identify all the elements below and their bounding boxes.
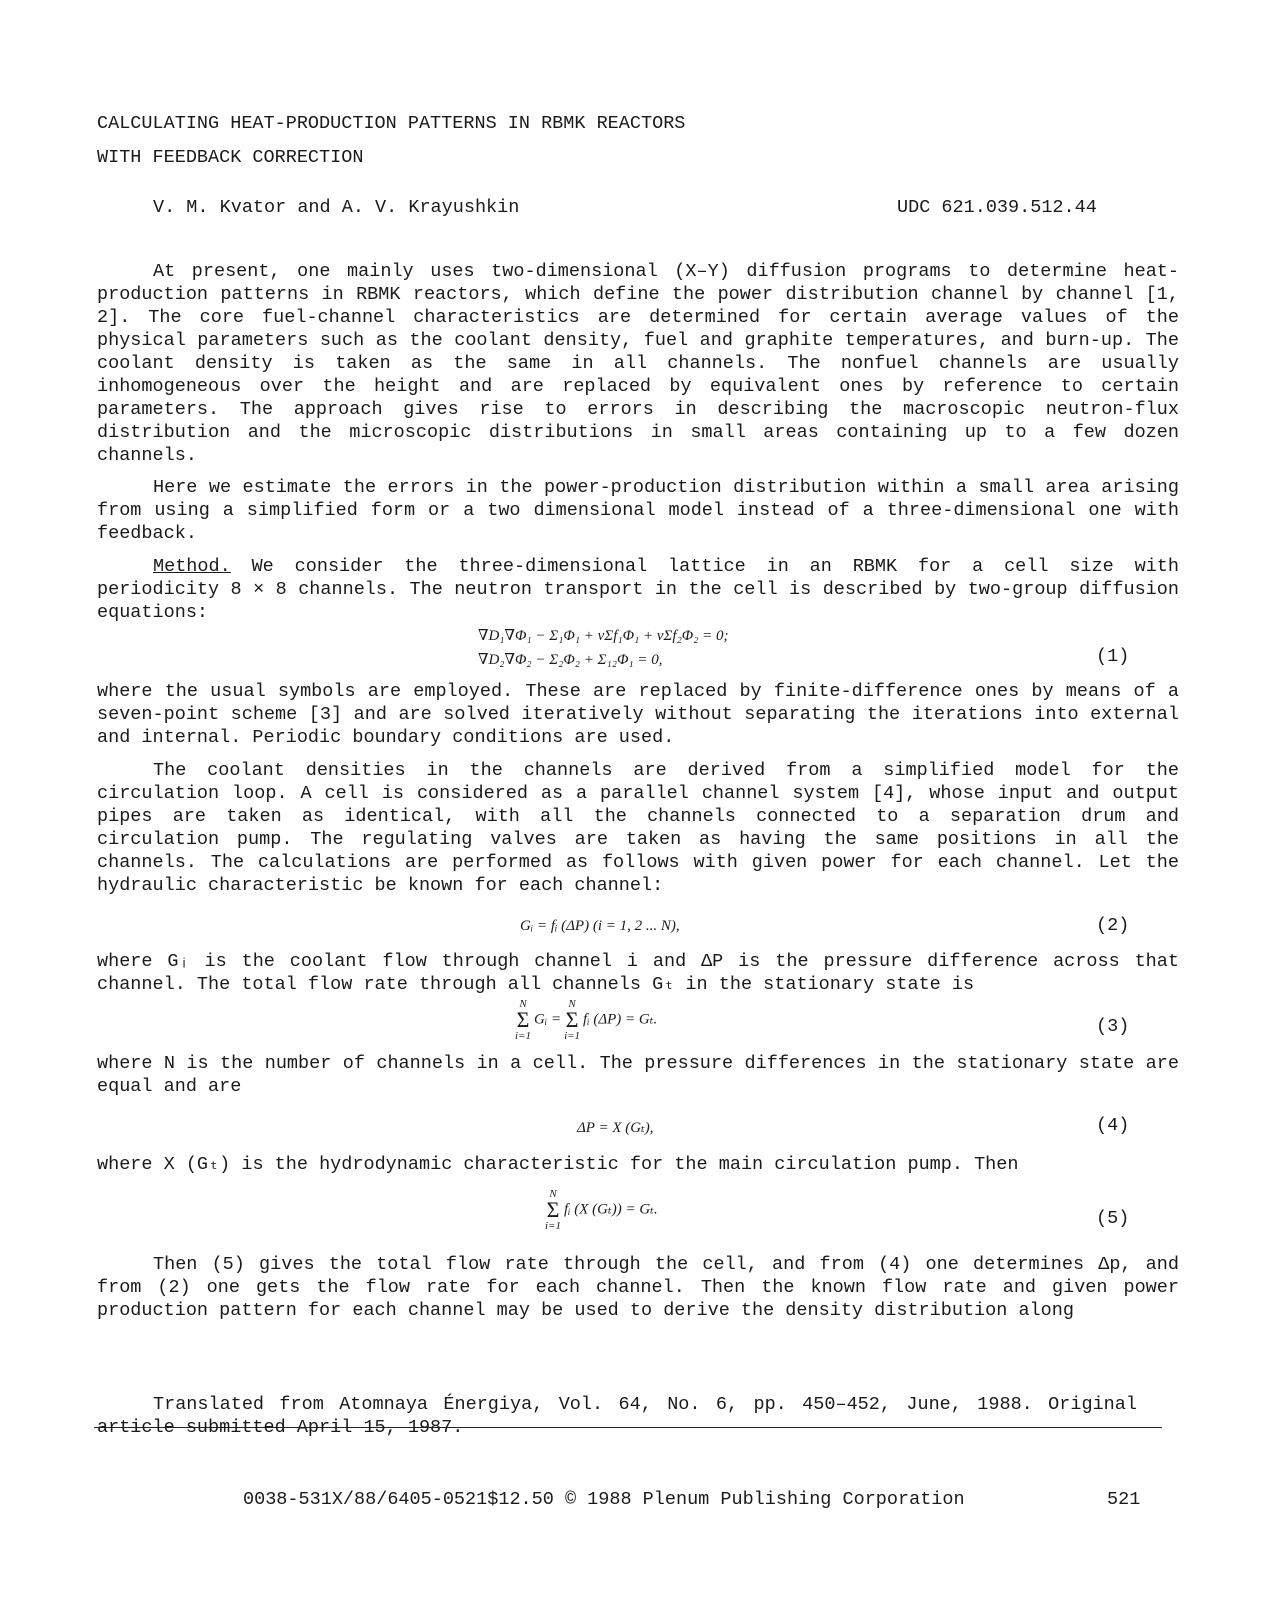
equation-1-line-2: ∇D₂∇Φ₂ − Σ₂Φ₂ + Σ₁₂Φ₁ = 0, xyxy=(478,652,663,668)
equation-3 xyxy=(512,998,657,1042)
sum-upper-limit: N xyxy=(519,998,527,1010)
paragraph-method xyxy=(97,555,1179,624)
equation-2: Gᵢ = fᵢ (ΔP) (i = 1, 2 ... N), xyxy=(520,918,680,934)
translation-note-text: Translated from Atomnaya Énergiya, Vol. 64, No. 6, pp. 450–452, June, 1988. Original article submitted April 15, 1987. xyxy=(97,1394,1137,1438)
summation-symbol-2 xyxy=(564,998,580,1042)
sigma-glyph-2: Σ xyxy=(565,1007,579,1032)
equation-3-number: (3) xyxy=(1096,1016,1130,1037)
paragraph-finite-difference xyxy=(97,680,1179,749)
sum-lower-limit: i=1 xyxy=(515,1030,531,1042)
paragraph-method-text: We consider the three-dimensional lattice in an RBMK for a cell size with periodicity 8 × 8 channels. The neutron transport in the cell is described by two-group diffusion equations: xyxy=(97,556,1179,623)
authors: V. M. Kvator and A. V. Krayushkin xyxy=(153,197,520,218)
sigma-glyph-3: Σ xyxy=(546,1197,560,1222)
paper-title xyxy=(97,112,685,180)
sum-upper-limit-3: N xyxy=(549,1188,557,1200)
page-number: 521 xyxy=(1107,1489,1141,1510)
paragraph-estimate xyxy=(97,476,1179,545)
paragraph-conclusion xyxy=(97,1253,1179,1322)
paragraph-estimate-text: Here we estimate the errors in the power-production distribution within a small area arising from using a simplified form or a two dimensional model instead of a three-dimensional one with feedback. xyxy=(97,477,1179,544)
sigma-glyph: Σ xyxy=(516,1007,530,1032)
equation-1-number: (1) xyxy=(1096,646,1130,667)
sum-lower-limit-3: i=1 xyxy=(545,1220,561,1232)
equation-1-line-1: ∇D₁∇Φ₁ − Σ₁Φ₁ + νΣf₁Φ₁ + νΣf₂Φ₂ = 0; xyxy=(478,628,729,644)
paragraph-flow xyxy=(97,950,1179,996)
equation-4: ΔP = X (Gₜ), xyxy=(577,1120,654,1136)
title-line-2: WITH FEEDBACK CORRECTION xyxy=(97,147,364,168)
paragraph-stationary xyxy=(97,1052,1179,1098)
paragraph-stationary-text: where N is the number of channels in a cell. The pressure differences in the stationary state are equal and are xyxy=(97,1053,1179,1097)
paragraph-coolant xyxy=(97,759,1179,897)
summation-symbol xyxy=(515,998,531,1042)
equation-4-number: (4) xyxy=(1096,1115,1130,1136)
paragraph-intro xyxy=(97,260,1179,467)
copyright-line: 0038-531X/88/6405-0521$12.50 © 1988 Plenum Publishing Corporation xyxy=(243,1489,965,1510)
paragraph-pump xyxy=(97,1153,1179,1176)
equation-3-right: fᵢ (ΔP) = Gₜ. xyxy=(583,1011,658,1028)
paragraph-intro-text: At present, one mainly uses two-dimensional (X–Y) diffusion programs to determine heat-production patterns in RBMK reactors, which define the power distribution channel by channel [1, 2]. The core fuel-channel characteristics are determined for certain average values of the physical parameters such as the coolant density, fuel and graphite temperatures, and burn-up. The coolant density is taken as the same in all channels. The nonfuel channels are usually inhomogeneous over the height and are replaced by equivalent ones by reference to certain parameters. The approach gives rise to errors in describing the macroscopic neutron-flux distribution and the microscopic distributions in small areas containing up to a few dozen channels. xyxy=(97,261,1179,466)
udc-code: UDC 621.039.512.44 xyxy=(897,197,1097,218)
sum-lower-limit-2: i=1 xyxy=(564,1030,581,1042)
sum-upper-limit-2: N xyxy=(568,998,576,1010)
translation-note xyxy=(97,1393,1137,1439)
summation-symbol-3 xyxy=(545,1188,561,1232)
title-line-1: CALCULATING HEAT-PRODUCTION PATTERNS IN RBMK REACTORS xyxy=(97,113,686,134)
equation-5 xyxy=(542,1188,658,1232)
paragraph-finite-difference-text: where the usual symbols are employed. These are replaced by finite-difference ones by means of a seven-point scheme [3] and are solved iteratively without separating the iterations into external and internal. Periodic boundary conditions are used. xyxy=(97,681,1179,748)
equation-3-left: Gᵢ = xyxy=(533,1011,562,1028)
equation-2-number: (2) xyxy=(1096,915,1130,936)
paragraph-conclusion-text: Then (5) gives the total flow rate through the cell, and from (4) one determines Δp, and from (2) one gets the flow rate for each channel. Then the known flow rate and given power production pattern for each channel may be used to derive the density distribution along xyxy=(97,1254,1179,1321)
paragraph-flow-text: where Gᵢ is the coolant flow through channel i and ΔP is the pressure difference across that channel. The total flow rate through all channels Gₜ in the stationary state is xyxy=(97,951,1179,995)
equation-5-body: fᵢ (X (Gₜ)) = Gₜ. xyxy=(563,1201,658,1218)
paragraph-pump-text: where X (Gₜ) is the hydrodynamic characteristic for the main circulation pump. Then xyxy=(97,1154,1019,1175)
paragraph-coolant-text: The coolant densities in the channels are derived from a simplified model for the circulation loop. A cell is considered as a parallel channel system [4], whose input and output pipes are taken as identical, with all the channels connected to a separation drum and circulation pump. The regulating valves are taken as having the same positions in all the channels. The calculations are performed as follows with given power for each channel. Let the hydraulic characteristic be known for each channel: xyxy=(97,760,1179,896)
equation-5-number: (5) xyxy=(1096,1208,1130,1229)
method-heading: Method. xyxy=(153,556,231,577)
